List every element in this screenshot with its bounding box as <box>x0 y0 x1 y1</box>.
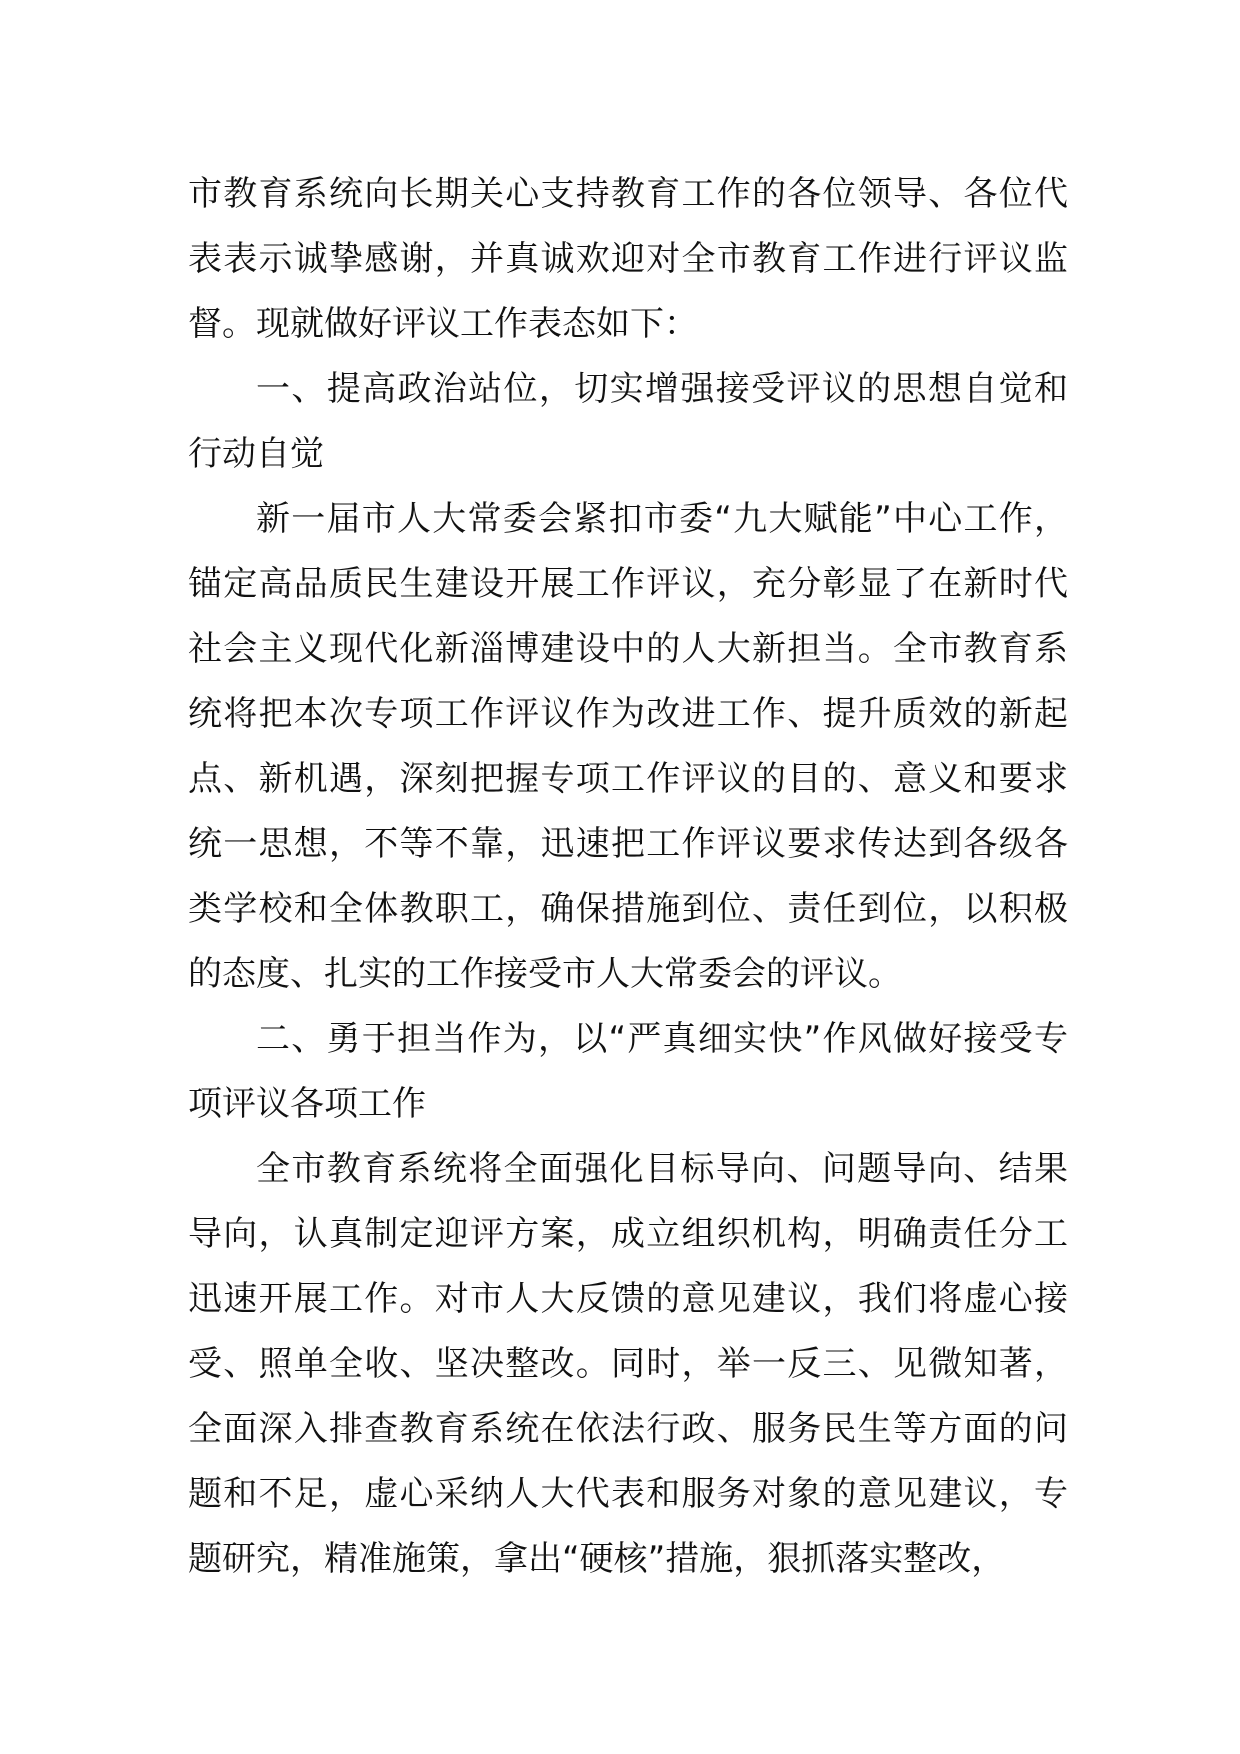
paragraph-intro: 市教育系统向长期关心支持教育工作的各位领导、各位代表表示诚挚感谢，并真诚欢迎对全市教育工作进行评议监督。现就做好评议工作表态如下： <box>188 174 1068 344</box>
paragraph-section-1: 新一届市人大常委会紧扣市委“九大赋能”中心工作，锚定高品质民生建设开展工作评议，充分彰显了在新时代社会主义现代化新淄博建设中的人大新担当。全市教育系统将把本次专项工作评议作为改进工作、提升质效的新起点、新机遇，深刻把握专项工作评议的目的、意义和要求统一思想，不等不靠，迅速把工作评议要求传达到各级各类学校和全体教职工，确保措施到位、责任到位，以积极的态度、扎实的工作接受市人大常委会的评议。 <box>188 499 1068 994</box>
section-heading-1: 一、提高政治站位，切实增强接受评议的思想自觉和行动自觉 <box>188 369 1068 474</box>
paragraph-section-2: 全市教育系统将全面强化目标导向、问题导向、结果导向，认真制定迎评方案，成立组织机构，明确责任分工迅速开展工作。对市人大反馈的意见建议，我们将虚心接受、照单全收、坚决整改。同时，举一反三、见微知著，全面深入排查教育系统在依法行政、服务民生等方面的问题和不足，虚心采纳人大代表和服务对象的意见建议，专题研究，精准施策，拿出“硬核”措施，狠抓落实整改， <box>188 1149 1068 1579</box>
document-body <box>188 162 1068 1592</box>
section-heading-2: 二、勇于担当作为，以“严真细实快”作风做好接受专项评议各项工作 <box>188 1019 1068 1124</box>
